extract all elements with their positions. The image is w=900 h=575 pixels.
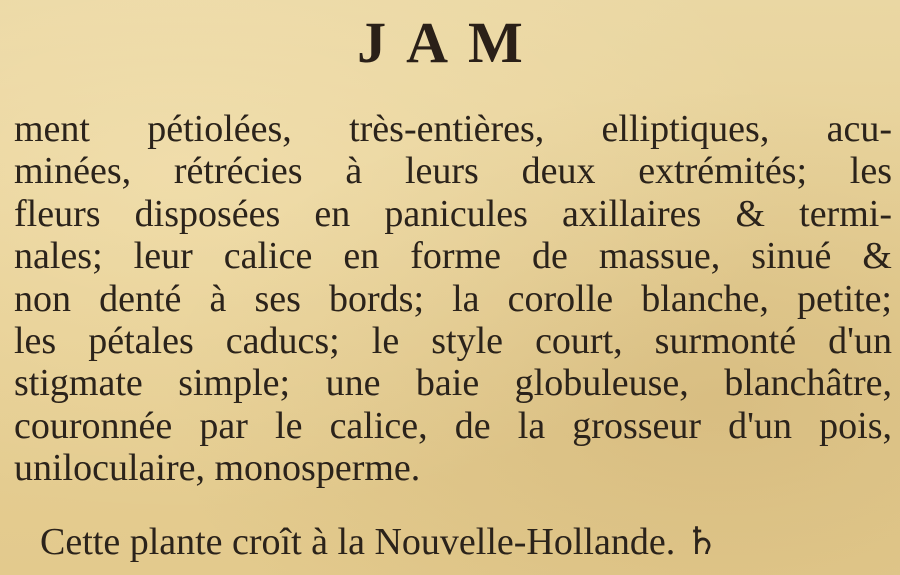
body-line: minées, rétrécies à leurs deux extrémités; les — [14, 150, 892, 193]
body-line: uniloculaire, monosperme. — [14, 447, 421, 490]
running-head: JAM — [357, 10, 543, 75]
body-line: fleurs disposées en panicules axillaires & termi- — [14, 192, 892, 235]
body-line: ment pétiolées, très-entières, elliptiques, acu- — [14, 108, 892, 150]
body-text — [14, 108, 892, 490]
body-line: couronnée par le calice, de la grosseur d'un pois, — [14, 404, 892, 447]
body-line: nales; leur calice en forme de massue, sinué & — [14, 235, 892, 278]
body-line: stigmate simple; une baie globuleuse, blanchâtre, — [14, 362, 892, 405]
body-line: non denté à ses bords; la corolle blanche, petite; — [14, 277, 892, 320]
closing-line: Cette plante croît à la Nouvelle-Hollande. ♄ — [40, 521, 719, 563]
body-line: les pétales caducs; le style court, surmonté d'un — [14, 319, 892, 362]
